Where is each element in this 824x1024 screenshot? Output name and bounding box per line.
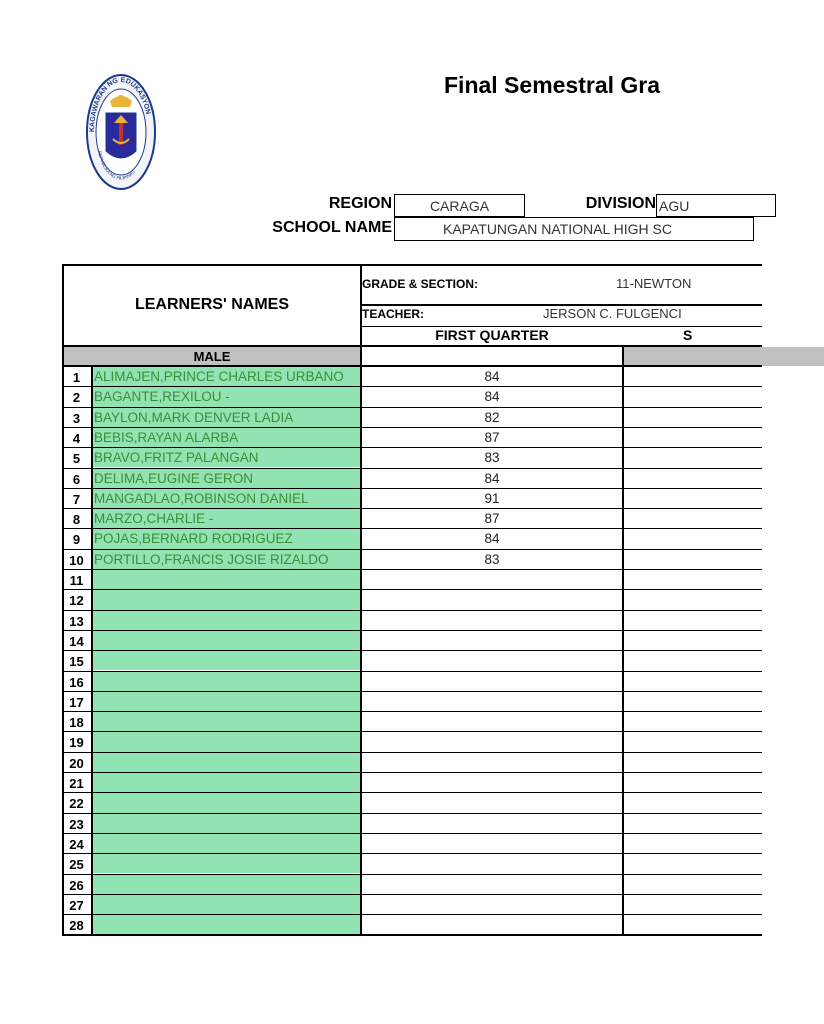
- learner-name-cell[interactable]: BAYLON,MARK DENVER LADIA: [93, 408, 360, 427]
- learner-name-cell[interactable]: PORTILLO,FRANCIS JOSIE RIZALDO: [93, 550, 360, 569]
- first-quarter-grade-cell[interactable]: 87: [484, 511, 500, 527]
- first-quarter-grade-cell[interactable]: 91: [484, 490, 500, 506]
- row-divider: [62, 914, 762, 915]
- row-number: 19: [69, 735, 84, 751]
- school-name-label: SCHOOL NAME: [272, 219, 392, 236]
- learner-name-cell[interactable]: ALIMAJEN,PRINCE CHARLES URBANO: [93, 367, 360, 386]
- male-row-divider: [62, 365, 762, 367]
- row-divider: [62, 427, 762, 428]
- seal-inner-text: REPUBLIKA NG PILIPINAS: [96, 150, 136, 181]
- number-column-divider: [91, 365, 93, 935]
- learner-name-cell[interactable]: [93, 692, 360, 711]
- row-number: 12: [69, 593, 84, 609]
- quarter-column-divider: [622, 345, 624, 935]
- row-divider: [62, 447, 762, 448]
- row-number: 15: [69, 654, 84, 670]
- row-number: 16: [69, 674, 84, 690]
- row-divider: [62, 386, 762, 387]
- first-quarter-grade-cell[interactable]: 82: [484, 409, 500, 425]
- learner-name-cell[interactable]: BAGANTE,REXILOU -: [93, 387, 360, 406]
- learner-name-cell[interactable]: MANGADLAO,ROBINSON DANIEL: [93, 489, 360, 508]
- row-number: 22: [69, 796, 84, 812]
- row-number: 1: [72, 370, 81, 385]
- row-divider: [62, 630, 762, 631]
- region-label: REGION: [328, 195, 392, 212]
- row-divider: [62, 549, 762, 550]
- row-number: 6: [72, 471, 81, 487]
- second-quarter-shade: [624, 347, 824, 366]
- row-divider: [62, 528, 762, 529]
- learner-name-cell[interactable]: [93, 895, 360, 914]
- row-divider: [62, 833, 762, 834]
- table-left-border: [62, 264, 64, 935]
- first-quarter-grade-cell[interactable]: 83: [484, 551, 500, 567]
- learner-name-cell[interactable]: [93, 834, 360, 853]
- row-number: 25: [69, 857, 84, 873]
- first-quarter-grade-cell[interactable]: 84: [484, 531, 500, 547]
- row-divider: [62, 731, 762, 732]
- row-divider: [62, 691, 762, 692]
- teacher-label: TEACHER:: [362, 307, 424, 321]
- table-bottom-border: [62, 934, 762, 936]
- row-divider: [62, 711, 762, 712]
- row-divider: [62, 813, 762, 814]
- row-number: 7: [72, 491, 81, 507]
- header-bottom-border: [62, 345, 762, 347]
- learner-name-cell[interactable]: [93, 753, 360, 772]
- row-number: 20: [69, 755, 84, 771]
- division-value: AGU: [656, 194, 776, 217]
- teacher-value: JERSON C. FULGENCI: [543, 306, 682, 321]
- learner-name-cell[interactable]: [93, 854, 360, 873]
- learner-name-cell[interactable]: [93, 611, 360, 630]
- row-divider: [62, 671, 762, 672]
- learner-name-cell[interactable]: BRAVO,FRITZ PALANGAN: [93, 448, 360, 467]
- row-number: 8: [72, 512, 81, 528]
- row-divider: [62, 468, 762, 469]
- male-section-header: MALE: [64, 347, 360, 366]
- names-column-divider: [360, 264, 362, 935]
- row-divider: [62, 488, 762, 489]
- row-divider: [62, 772, 762, 773]
- first-quarter-header: FIRST QUARTER: [435, 327, 549, 343]
- row-number: 24: [69, 836, 84, 852]
- row-number: 18: [69, 715, 84, 731]
- row-divider: [62, 853, 762, 854]
- row-divider: [62, 792, 762, 793]
- grade-section-label: GRADE & SECTION:: [362, 277, 479, 291]
- row-number: 27: [69, 897, 84, 913]
- first-quarter-grade-cell[interactable]: 83: [484, 450, 500, 466]
- row-divider: [62, 610, 762, 611]
- learner-name-cell[interactable]: MARZO,CHARLIE -: [93, 509, 360, 528]
- learner-name-cell[interactable]: [93, 651, 360, 670]
- learner-name-cell[interactable]: [93, 915, 360, 934]
- row-divider: [62, 752, 762, 753]
- learner-name-cell[interactable]: [93, 814, 360, 833]
- first-quarter-grade-cell[interactable]: 84: [484, 389, 500, 405]
- row-divider: [62, 569, 762, 570]
- first-quarter-grade-cell[interactable]: 84: [484, 470, 500, 486]
- row-divider: [62, 589, 762, 590]
- learner-name-cell[interactable]: [93, 793, 360, 812]
- learner-name-cell[interactable]: [93, 875, 360, 894]
- quarter-row-divider: [360, 326, 762, 327]
- learner-name-cell[interactable]: POJAS,BERNARD RODRIGUEZ: [93, 529, 360, 548]
- row-number: 14: [69, 633, 84, 649]
- row-number: 11: [69, 573, 84, 588]
- first-quarter-grade-cell[interactable]: 87: [484, 429, 500, 445]
- grade-section-value: 11-NEWTON: [616, 276, 692, 291]
- learner-name-cell[interactable]: [93, 672, 360, 691]
- document-title: Final Semestral Gra: [444, 72, 661, 98]
- row-number: 28: [69, 918, 84, 934]
- row-number: 23: [69, 816, 84, 832]
- learner-name-cell[interactable]: [93, 631, 360, 650]
- learner-name-cell[interactable]: BEBIS,RAYAN ALARBA: [93, 428, 360, 447]
- row-divider: [62, 407, 762, 408]
- learner-name-cell[interactable]: [93, 590, 360, 609]
- region-value: CARAGA: [394, 194, 525, 217]
- learner-name-cell[interactable]: [93, 570, 360, 589]
- row-number: 17: [69, 694, 84, 710]
- seal-outer-text: KAGAWARAN NG EDUKASYON: [88, 76, 152, 133]
- table-top-border: [62, 264, 762, 266]
- row-number: 26: [69, 877, 84, 893]
- row-divider: [62, 894, 762, 895]
- division-label: DIVISION: [585, 195, 656, 212]
- row-divider: [62, 874, 762, 875]
- learner-name-cell[interactable]: DELIMA,EUGINE GERON: [93, 469, 360, 488]
- learner-name-cell[interactable]: [93, 732, 360, 751]
- learner-name-cell[interactable]: [93, 773, 360, 792]
- row-number: 4: [72, 430, 81, 446]
- school-name-value: KAPATUNGAN NATIONAL HIGH SC: [394, 217, 754, 241]
- row-number: 3: [72, 410, 81, 426]
- second-quarter-header: S: [683, 327, 693, 343]
- teacher-row-divider: [360, 304, 762, 306]
- row-number: 10: [69, 552, 84, 568]
- row-number: 2: [72, 390, 81, 406]
- row-number: 21: [69, 776, 84, 791]
- learner-name-cell[interactable]: [93, 712, 360, 731]
- row-number: 5: [72, 451, 81, 467]
- first-quarter-grade-cell[interactable]: 84: [484, 369, 500, 384]
- row-divider: [62, 650, 762, 651]
- row-number: 9: [72, 532, 81, 548]
- row-divider: [62, 508, 762, 509]
- learners-names-header: LEARNERS' NAMES: [134, 296, 290, 313]
- row-number: 13: [69, 613, 84, 629]
